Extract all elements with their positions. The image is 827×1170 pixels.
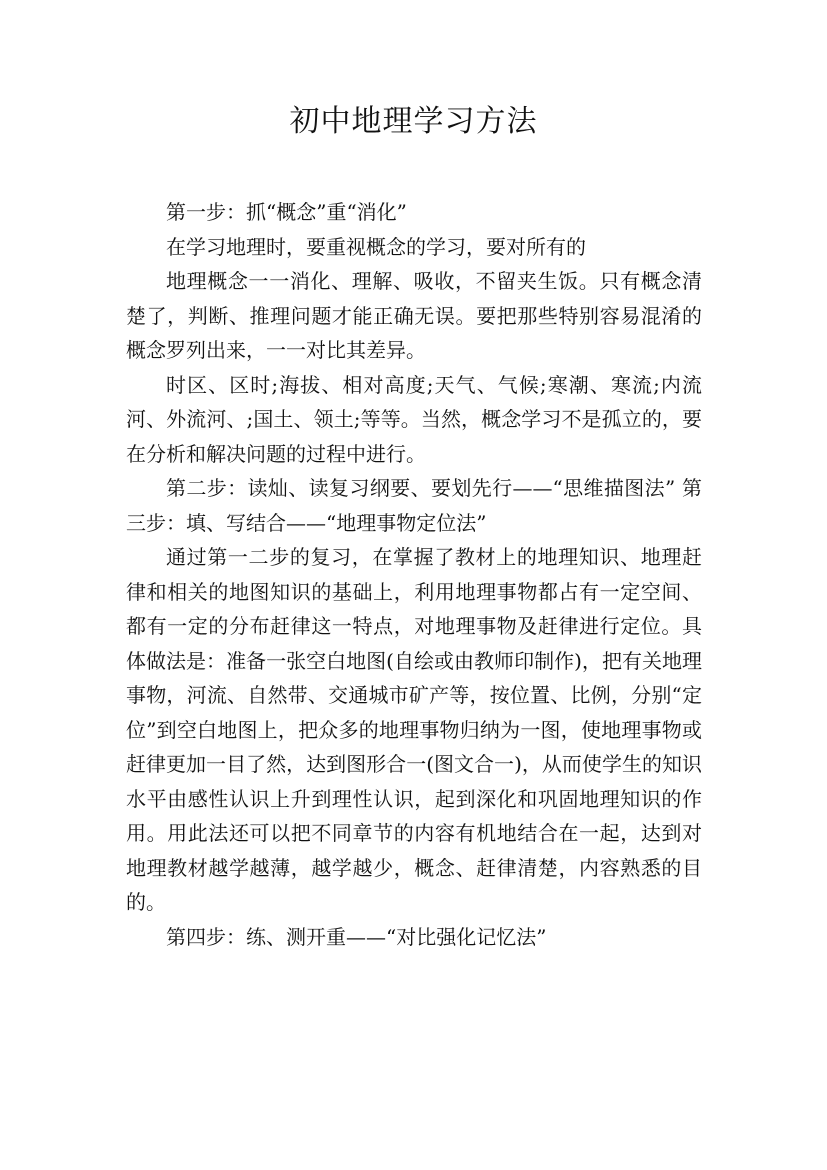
paragraph-positioning-method: 通过第一二步的复习，在掌握了教材上的地理知识、地理赶律和相关的地图知识的基础上，利用地理事物都占有一定空间、都有一定的分布赶律这一特点，对地理事物及赶律进行定位。具体做法是：准备一张空白地图(自绘或由教师印制作)，把有关地理事物，河流、自然带、交通城市矿产等，按位置、比例，分别“定位”到空白地图上，把众多的地理事物归纳为一图，使地理事物或赶律更加一目了然，达到图形合一(图文合一)，从而使学生的知识水平由感性认识上升到理性认识，起到深化和巩固地理知识的作用。用此法还可以把不同章节的内容有机地结合在一起，达到对地理教材越学越薄，越学越少，概念、赶律清楚，内容熟悉的目的。 bbox=[126, 545, 702, 914]
document-body bbox=[126, 195, 702, 954]
paragraph-step-one-heading: 第一步：抓“概念”重“消化” bbox=[166, 200, 407, 224]
document-title: 初中地理学习方法 bbox=[289, 104, 538, 139]
paragraph-concept-digest: 地理概念一一消化、理解、吸收，不留夹生饭。只有概念清楚了，判断、推理问题才能正确无误。要把那些特别容易混淆的概念罗列出来，一一对比其差异。 bbox=[126, 269, 702, 362]
paragraph-step-four-heading: 第四步：练、测开重——“对比强化记忆法” bbox=[166, 924, 547, 949]
paragraph-concept-intro: 在学习地理时，要重视概念的学习，要对所有的 bbox=[166, 234, 586, 259]
paragraph-steps-two-three: 第二步：读灿、读复习纲要、要划先行——“思维描图法” 第三步：填、写结合——“地理事物定位法” bbox=[126, 476, 702, 535]
paragraph-concept-examples: 时区、区时;海拔、相对高度;天气、气候;寒潮、寒流;内流河、外流河、;国土、领土;等等。当然，概念学习不是孤立的，要在分析和解决问题的过程中进行。 bbox=[126, 372, 702, 466]
